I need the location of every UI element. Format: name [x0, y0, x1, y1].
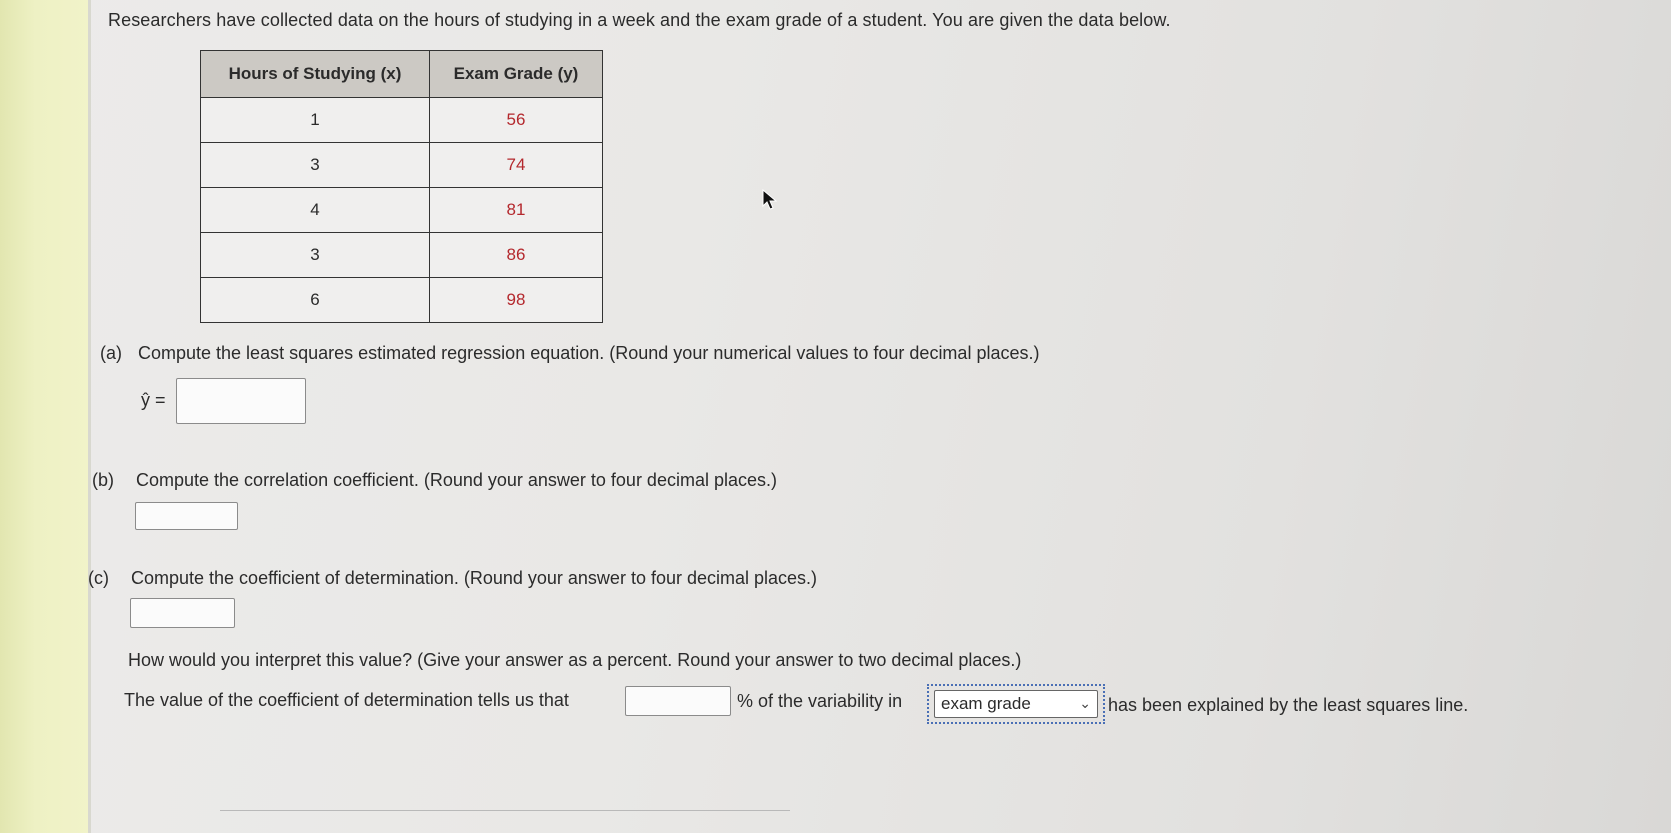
part-a-question — [100, 343, 1039, 364]
variable-dropdown-focus — [927, 684, 1105, 724]
table-row — [201, 278, 603, 323]
part-a-text: Compute the least squares estimated regression equation. (Round your numerical values to four decimal places.) — [138, 343, 1040, 363]
hours-cell: 6 — [201, 278, 430, 323]
dropdown-selected-value: exam grade — [941, 694, 1031, 713]
mouse-cursor-icon — [762, 189, 778, 211]
sidebar-edge — [88, 0, 91, 833]
table-row — [201, 143, 603, 188]
divider — [220, 810, 790, 811]
percent-input[interactable] — [625, 686, 731, 716]
correlation-coefficient-input[interactable] — [135, 502, 238, 530]
part-b-text: Compute the correlation coefficient. (Round your answer to four decimal places.) — [136, 470, 777, 490]
grade-cell: 81 — [430, 188, 603, 233]
yhat-label: ŷ = — [141, 390, 166, 410]
grade-cell: 98 — [430, 278, 603, 323]
grade-cell: 86 — [430, 233, 603, 278]
hours-cell: 1 — [201, 98, 430, 143]
part-a-label: (a) — [100, 343, 122, 363]
column-header-grade: Exam Grade (y) — [430, 51, 603, 98]
regression-equation-input[interactable] — [176, 378, 306, 424]
chevron-down-icon: ⌄ — [1079, 695, 1091, 711]
sentence-end: has been explained by the least squares line. — [1108, 695, 1469, 715]
sentence-middle: % of the variability in — [737, 691, 903, 711]
hours-cell: 3 — [201, 143, 430, 188]
part-b-label: (b) — [92, 470, 114, 490]
variable-dropdown[interactable] — [934, 690, 1098, 718]
coefficient-of-determination-input[interactable] — [130, 598, 235, 628]
column-header-hours: Hours of Studying (x) — [201, 51, 430, 98]
grade-cell: 74 — [430, 143, 603, 188]
data-table — [200, 50, 603, 323]
grade-cell: 56 — [430, 98, 603, 143]
interpretation-question: How would you interpret this value? (Give your answer as a percent. Round your answer to two decimal places.) — [128, 650, 1022, 670]
part-c-label: (c) — [88, 568, 109, 588]
table-row — [201, 188, 603, 233]
left-sidebar-strip — [0, 0, 88, 833]
sentence-start: The value of the coefficient of determination tells us that — [124, 690, 569, 710]
hours-cell: 4 — [201, 188, 430, 233]
table-row — [201, 233, 603, 278]
table-row — [201, 98, 603, 143]
part-b-question — [92, 470, 777, 491]
table-header-row — [201, 51, 603, 98]
part-c-text: Compute the coefficient of determination. (Round your answer to four decimal places.) — [131, 568, 818, 588]
part-c-question — [88, 568, 817, 589]
hours-cell: 3 — [201, 233, 430, 278]
problem-intro: Researchers have collected data on the hours of studying in a week and the exam grade of a student. You are given the data below. — [108, 10, 1171, 30]
